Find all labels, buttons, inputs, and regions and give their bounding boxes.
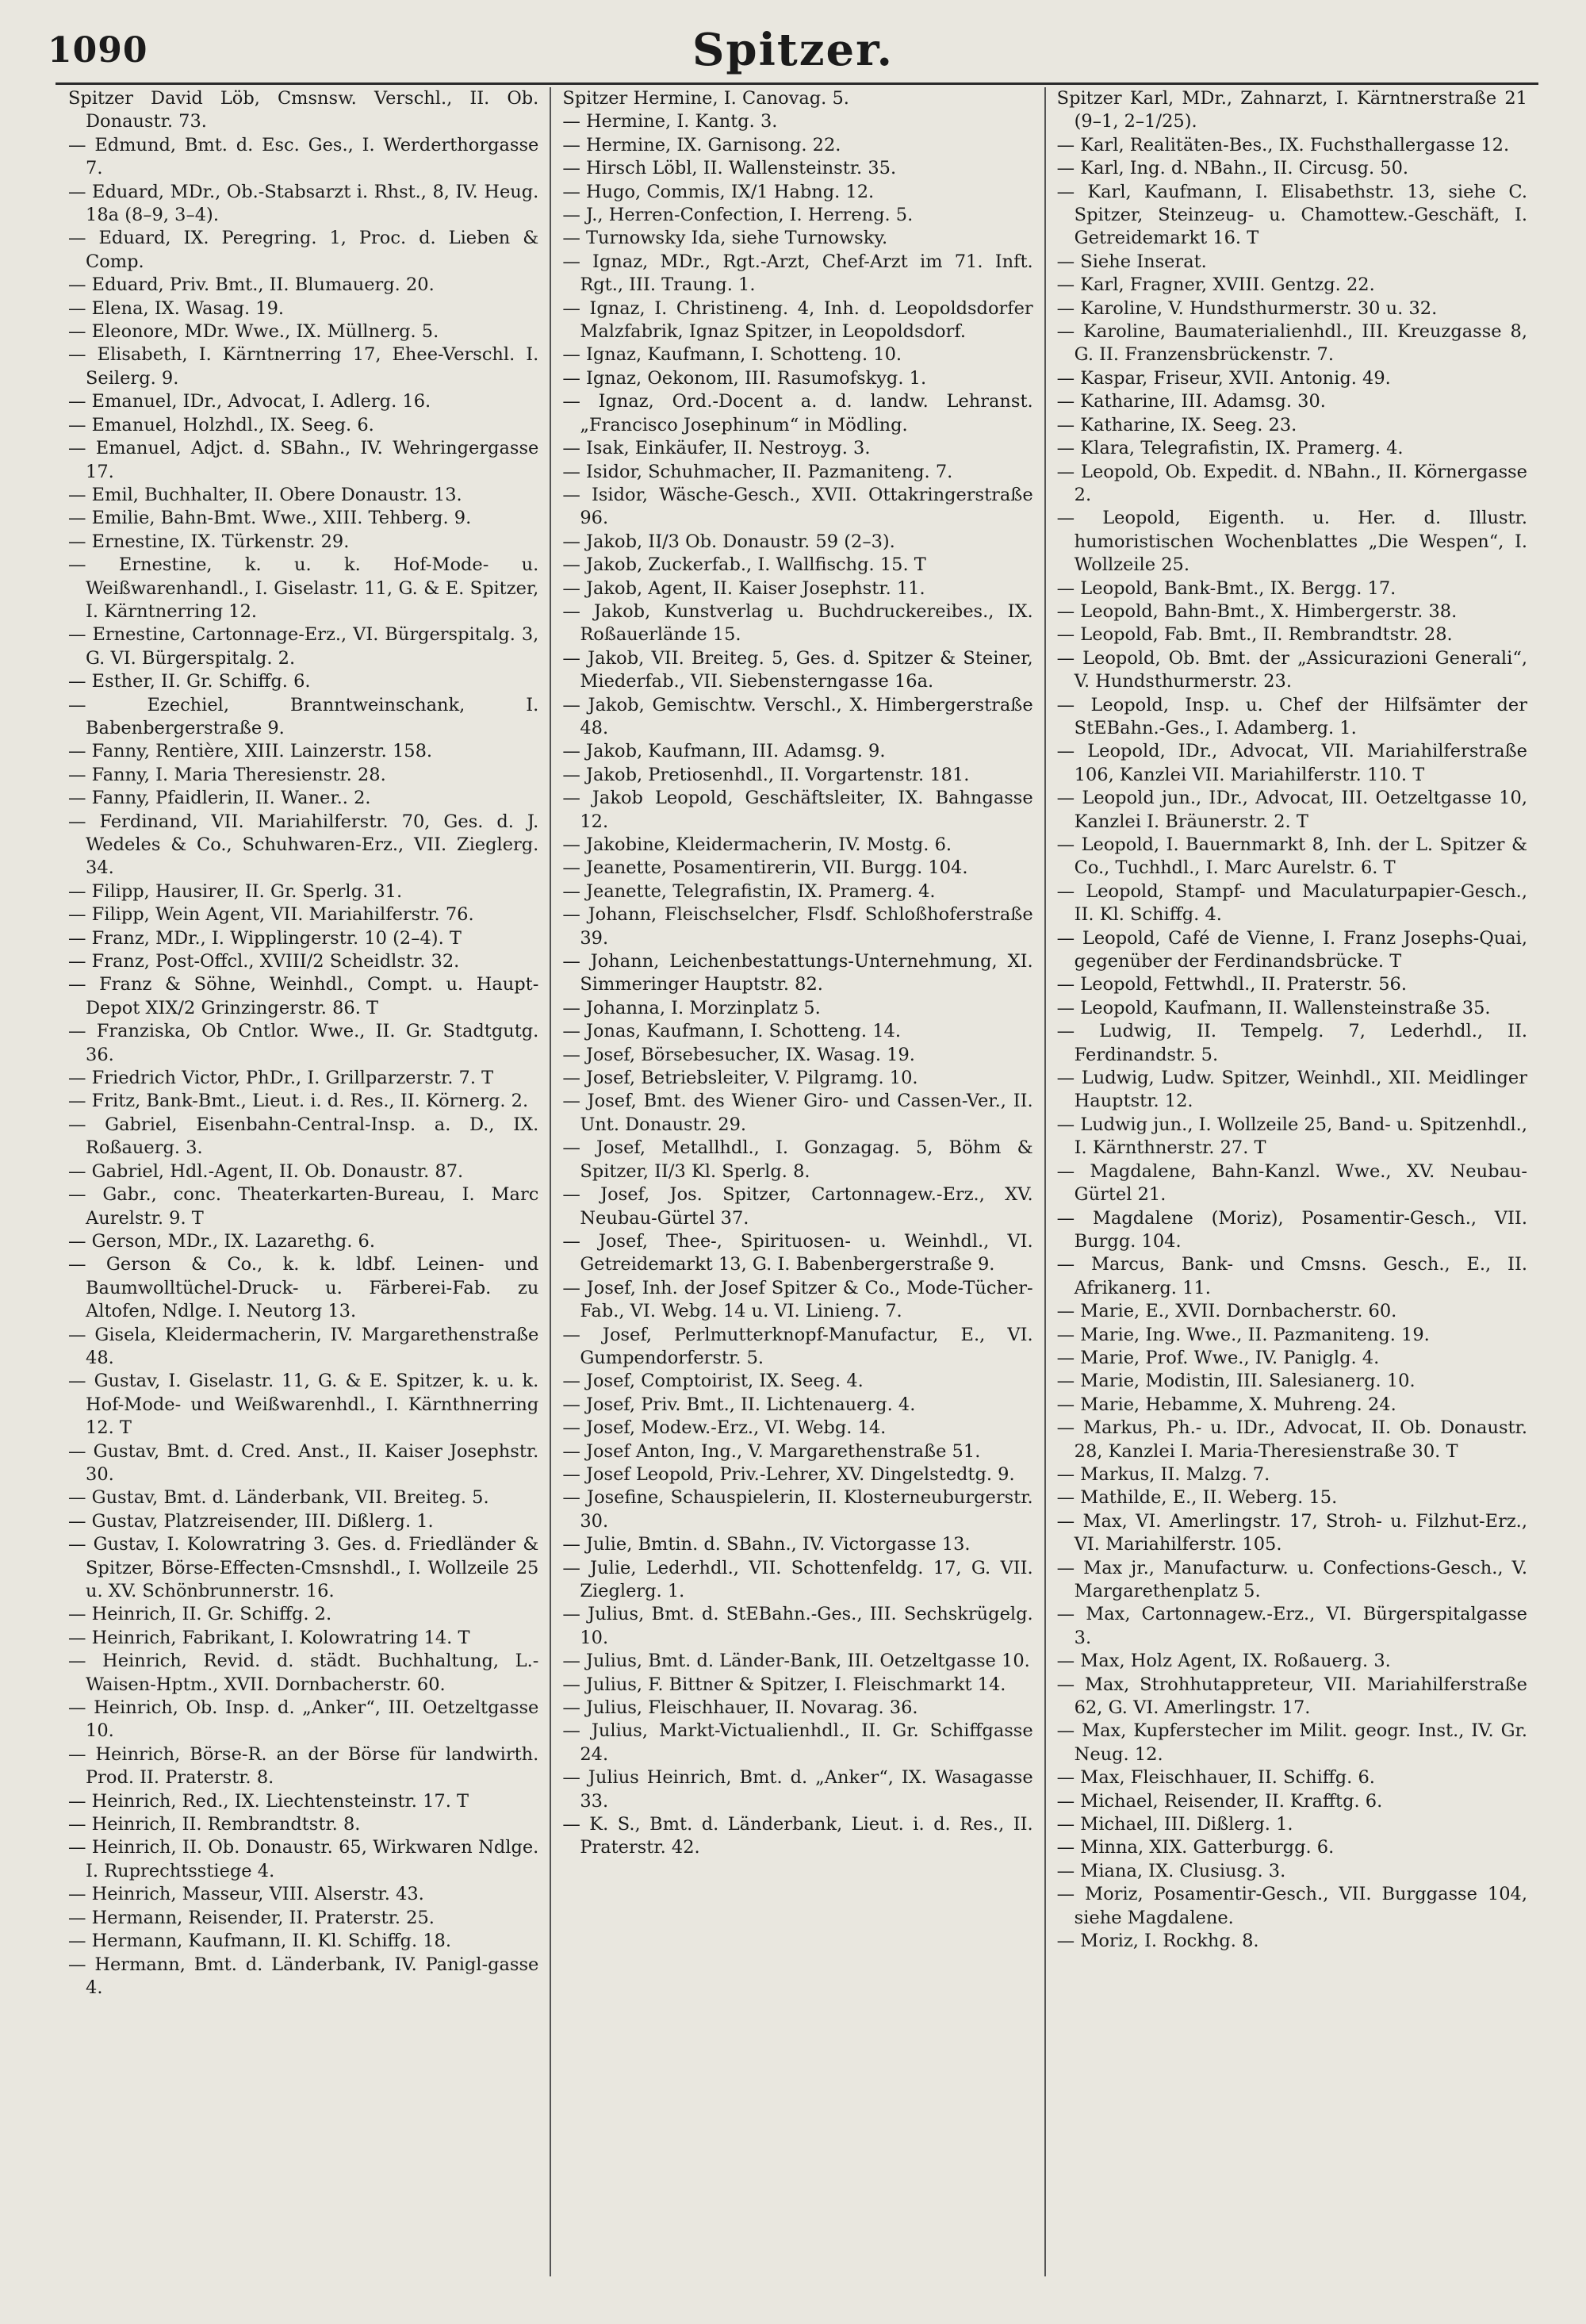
directory-entry: — Johanna, I. Morzinplatz 5. <box>562 997 821 1018</box>
directory-entry: — Josef, Inh. der Josef Spitzer & Co., Mode-Tücher-Fab., VI. Webg. 14 u. VI. Linieng. 7. <box>562 1277 1033 1322</box>
directory-entry: — Heinrich, Revid. d. städt. Buchhaltung, L.-Waisen-Hptm., XVII. Dornbacherstr. 60. <box>68 1651 539 1695</box>
directory-entry: — Moriz, Posamentir-Gesch., VII. Burggasse 104, siehe Magdalene. <box>1056 1884 1527 1928</box>
directory-entry: — Leopold, Bank-Bmt., IX. Bergg. 17. <box>1056 577 1396 599</box>
directory-entry: — Jakob Leopold, Geschäftsleiter, IX. Bahngasse 12. <box>562 788 1033 832</box>
directory-entry: — Gustav, Platzreisender, III. Dißlerg. 1. <box>68 1510 434 1532</box>
directory-entry: — Jonas, Kaufmann, I. Schotteng. 14. <box>562 1021 902 1042</box>
directory-entry: — Jakob, Kaufmann, III. Adamsg. 9. <box>562 741 886 762</box>
directory-entry: — Leopold, Stampf- und Maculaturpapier-Gesch., II. Kl. Schiffg. 4. <box>1056 880 1527 926</box>
directory-entry: — Jakob, VII. Breiteg. 5, Ges. d. Spitzer & Steiner, Miederfab., VII. Siebensterngasse 16a. <box>562 647 1033 692</box>
directory-entry: — Gustav, Bmt. d. Länderbank, VII. Breiteg. 5. <box>68 1487 489 1509</box>
directory-entry: — Leopold, Ob. Bmt. der „Assicurazioni Generali“, V. Hundsthurmerstr. 23. <box>1056 647 1527 692</box>
directory-entry: — Isidor, Schuhmacher, II. Pazmaniteng. 7. <box>562 461 953 482</box>
directory-entry: — Esther, II. Gr. Schiffg. 6. <box>68 671 311 692</box>
directory-entry: — Josef Anton, Ing., V. Margarethenstraße 51. <box>562 1440 981 1462</box>
directory-entry: — Isidor, Wäsche-Gesch., XVII. Ottakringerstraße 96. <box>562 484 1033 529</box>
directory-entry: — Julius, Markt-Victualienhdl., II. Gr. Schiffgasse 24. <box>562 1720 1033 1765</box>
directory-entry: — Gustav, I. Kolowratring 3. Ges. d. Friedländer & Spitzer, Börse-Effecten-Cmsnshdl., I. Wollzeile 25 u. XV. Schönbrunnerstr. 16. <box>68 1534 539 1601</box>
directory-entry: — Ignaz, Ord.-Docent a. d. landw. Lehranst. „Francisco Josephinum“ in Mödling. <box>562 391 1033 435</box>
directory-entry: — Gustav, I. Giselastr. 11, G. & E. Spitzer, k. u. k. Hof-Mode- und Weißwarenhdl., I. Kärnthnerring 12. T <box>68 1371 539 1439</box>
directory-entry: — Leopold, Ob. Expedit. d. NBahn., II. Körnergasse 2. <box>1056 461 1527 505</box>
directory-entry: — Marcus, Bank- und Cmsns. Gesch., E., II. Afrikanerg. 11. <box>1056 1254 1527 1298</box>
directory-entry: — Ernestine, k. u. k. Hof-Mode- u. Weißwarenhandl., I. Giselastr. 11, G. & E. Spitzer, I. Kärntnerring 12. <box>68 554 539 622</box>
directory-entry: — Max, Cartonnagew.-Erz., VI. Bürgerspitalgasse 3. <box>1056 1604 1527 1648</box>
directory-entry: — Karl, Kaufmann, I. Elisabethstr. 13, siehe C. Spitzer, Steinzeug- u. Chamottew.-Geschäft, I. Getreidemarkt 16. T <box>1056 181 1527 249</box>
directory-entry: Spitzer Hermine, I. Canovag. 5. <box>562 88 849 109</box>
directory-entry: — Ernestine, Cartonnage-Erz., VI. Bürgerspitalg. 3, G. VI. Bürgerspitalg. 2. <box>68 624 539 669</box>
directory-entry: — Marie, E., XVII. Dornbacherstr. 60. <box>1056 1301 1397 1322</box>
directory-entry: — Jeanette, Posamentirerin, VII. Burgg. 104. <box>562 857 968 879</box>
directory-entry: — Markus, Ph.- u. IDr., Advocat, II. Ob. Donaustr. 28, Kanzlei I. Maria-Theresienstraße 30. T <box>1056 1417 1527 1462</box>
directory-entry: — Katharine, IX. Seeg. 23. <box>1056 414 1297 435</box>
page-number: 1090 <box>48 29 148 71</box>
directory-entry: — Fanny, Pfaidlerin, II. Waner.. 2. <box>68 788 371 809</box>
directory-entry: — Fritz, Bank-Bmt., Lieut. i. d. Res., II. Körnerg. 2. <box>68 1091 529 1112</box>
directory-entry: — Leopold, Fettwhdl., II. Praterstr. 56. <box>1056 974 1408 995</box>
directory-entry: — Ernestine, IX. Türkenstr. 29. <box>68 531 350 552</box>
directory-entry: — Friedrich Victor, PhDr., I. Grillparzerstr. 7. T <box>68 1068 494 1089</box>
directory-entry: — Jakob, Gemischtw. Verschl., X. Himbergerstraße 48. <box>562 694 1033 738</box>
directory-entry: — Franz, MDr., I. Wipplingerstr. 10 (2–4). T <box>68 927 462 949</box>
directory-entry: — Jakob, II/3 Ob. Donaustr. 59 (2–3). <box>562 531 895 552</box>
directory-entry: — Julie, Lederhdl., VII. Schottenfeldg. 17, G. VII. Zieglerg. 1. <box>562 1557 1033 1601</box>
directory-entry: — Josef, Priv. Bmt., II. Lichtenauerg. 4. <box>562 1394 916 1415</box>
directory-entry: — Karl, Ing. d. NBahn., II. Circusg. 50. <box>1056 158 1409 179</box>
directory-entry: — Julie, Bmtin. d. SBahn., IV. Victorgasse 13. <box>562 1534 971 1555</box>
column-2 <box>551 87 1045 2276</box>
directory-entry: — Franz, Post-Offcl., XVIII/2 Scheidlstr. 32. <box>68 951 460 972</box>
directory-entry: — Jakob, Agent, II. Kaiser Josephstr. 11. <box>562 577 925 599</box>
directory-entry: Spitzer Karl, MDr., Zahnarzt, I. Kärntnerstraße 21 (9–1, 2–1/25). <box>1056 88 1527 132</box>
directory-entry: — Ferdinand, VII. Mariahilferstr. 70, Ges. d. J. Wedeles & Co., Schuhwaren-Erz., VII. Zieglerg. 34. <box>68 811 539 879</box>
directory-entry: — Eduard, MDr., Ob.-Stabsarzt i. Rhst., 8, IV. Heug. 18a (8–9, 3–4). <box>68 181 539 226</box>
running-head: Spitzer. <box>691 24 895 76</box>
directory-entry: — Julius, Fleischhauer, II. Novarag. 36. <box>562 1697 918 1719</box>
directory-entry: — Ignaz, MDr., Rgt.-Arzt, Chef-Arzt im 71. Inft. Rgt., III. Traung. 1. <box>562 251 1033 296</box>
directory-entry: — Gustav, Bmt. d. Cred. Anst., II. Kaiser Josephstr. 30. <box>68 1440 539 1485</box>
directory-entry: — Gabriel, Hdl.-Agent, II. Ob. Donaustr. 87. <box>68 1160 464 1182</box>
directory-entry: — Fanny, I. Maria Theresienstr. 28. <box>68 764 386 785</box>
directory-entry: — Karl, Realitäten-Bes., IX. Fuchsthallergasse 12. <box>1056 134 1510 155</box>
directory-entry: — Emanuel, Holzhdl., IX. Seeg. 6. <box>68 414 374 435</box>
directory-entry: — Josef, Betriebsleiter, V. Pilgramg. 10. <box>562 1068 918 1089</box>
directory-entry: — Michael, III. Dißlerg. 1. <box>1056 1814 1293 1835</box>
directory-entry: — Katharine, III. Adamsg. 30. <box>1056 391 1326 412</box>
directory-entry: — Emanuel, IDr., Advocat, I. Adlerg. 16. <box>68 391 431 412</box>
directory-entry: — Markus, II. Malzg. 7. <box>1056 1463 1270 1485</box>
column-1 <box>57 87 551 2276</box>
directory-entry: — Marie, Hebamme, X. Muhreng. 24. <box>1056 1394 1396 1415</box>
directory-entry: — Jakob, Kunstverlag u. Buchdruckereibes., IX. Roßauerlände 15. <box>562 600 1033 646</box>
directory-entry: — Hermine, I. Kantg. 3. <box>562 111 778 132</box>
directory-entry: — Josefine, Schauspielerin, II. Klosterneuburgerstr. 30. <box>562 1487 1033 1532</box>
directory-entry: — Emilie, Bahn-Bmt. Wwe., XIII. Tehberg. 9. <box>68 508 472 529</box>
directory-entry: — Max, Fleischhauer, II. Schiffg. 6. <box>1056 1767 1375 1789</box>
directory-entry: — Josef, Bmt. des Wiener Giro- und Cassen-Ver., II. Unt. Donaustr. 29. <box>562 1091 1033 1135</box>
directory-entry: — Ludwig, Ludw. Spitzer, Weinhdl., XII. Meidlinger Hauptstr. 12. <box>1056 1068 1527 1112</box>
directory-entry: — Leopold jun., IDr., Advocat, III. Oetzeltgasse 10, Kanzlei I. Bräunerstr. 2. T <box>1056 788 1527 832</box>
directory-entry: — Ezechiel, Branntweinschank, I. Babenbergerstraße 9. <box>68 694 539 738</box>
directory-entry: — Miana, IX. Clusiusg. 3. <box>1056 1860 1286 1881</box>
directory-entry: — Elena, IX. Wasag. 19. <box>68 297 285 319</box>
directory-entry: — Eduard, IX. Peregring. 1, Proc. d. Lieben & Comp. <box>68 228 539 272</box>
directory-entry: — Turnowsky Ida, siehe Turnowsky. <box>562 228 888 249</box>
directory-entry: — Heinrich, Fabrikant, I. Kolowratring 14. T <box>68 1627 470 1648</box>
directory-entry: — Leopold, Bahn-Bmt., X. Himbergerstr. 38. <box>1056 600 1458 622</box>
directory-entry: — Julius Heinrich, Bmt. d. „Anker“, IX. Wasagasse 33. <box>562 1767 1033 1812</box>
directory-entry: — Heinrich, Masseur, VIII. Alserstr. 43. <box>68 1884 424 1905</box>
directory-entry: — Hermann, Reisender, II. Praterstr. 25. <box>68 1907 435 1928</box>
directory-entry: — Josef, Metallhdl., I. Gonzagag. 5, Böhm & Spitzer, II/3 Kl. Sperlg. 8. <box>562 1137 1033 1182</box>
directory-entry: — Eleonore, MDr. Wwe., IX. Müllnerg. 5. <box>68 321 439 343</box>
directory-entry: — Julius, F. Bittner & Spitzer, I. Fleischmarkt 14. <box>562 1674 1006 1695</box>
directory-entry: — Julius, Bmt. d. Länder-Bank, III. Oetzeltgasse 10. <box>562 1651 1030 1672</box>
directory-entry: — Karoline, V. Hundsthurmerstr. 30 u. 32. <box>1056 297 1438 319</box>
directory-entry: — Heinrich, Börse-R. an der Börse für landwirth. Prod. II. Praterstr. 8. <box>68 1743 539 1789</box>
directory-entry: — Hugo, Commis, IX/1 Habng. 12. <box>562 181 875 202</box>
directory-entry: — Leopold, Café de Vienne, I. Franz Josephs-Quai, gegenüber der Ferdinandsbrücke. T <box>1056 927 1527 972</box>
directory-entry: — Moriz, I. Rockhg. 8. <box>1056 1931 1259 1952</box>
directory-entry: — Hermine, IX. Garnisong. 22. <box>562 134 841 155</box>
page-header <box>48 22 1538 78</box>
directory-entry: — Marie, Prof. Wwe., IV. Paniglg. 4. <box>1056 1347 1380 1368</box>
directory-entry: — Karoline, Baumaterialienhdl., III. Kreuzgasse 8, G. II. Franzensbrückenstr. 7. <box>1056 321 1527 366</box>
directory-entry: — Ludwig, II. Tempelg. 7, Lederhdl., II. Ferdinandstr. 5. <box>1056 1021 1527 1065</box>
directory-entry: — Max jr., Manufacturw. u. Confections-Gesch., V. Margarethenplatz 5. <box>1056 1557 1527 1601</box>
directory-entry: — Hermann, Bmt. d. Länderbank, IV. Panigl-gasse 4. <box>68 1954 539 1998</box>
directory-entry: — Johann, Leichenbestattungs-Unternehmung, XI. Simmeringer Hauptstr. 82. <box>562 951 1033 995</box>
directory-entry: — Ludwig jun., I. Wollzeile 25, Band- u. Spitzenhdl., I. Kärnthnerstr. 27. T <box>1056 1114 1527 1159</box>
directory-entry: — Edmund, Bmt. d. Esc. Ges., I. Werderthorgasse 7. <box>68 134 539 179</box>
directory-entry: — Eduard, Priv. Bmt., II. Blumauerg. 20. <box>68 274 435 296</box>
directory-entry: — Gisela, Kleidermacherin, IV. Margarethenstraße 48. <box>68 1324 539 1368</box>
directory-entry: — Gerson, MDr., IX. Lazarethg. 6. <box>68 1230 376 1252</box>
directory-entry: — Minna, XIX. Gatterburgg. 6. <box>1056 1837 1335 1858</box>
directory-entry: — Heinrich, Red., IX. Liechtensteinstr. 17. T <box>68 1790 469 1812</box>
directory-entry: — Leopold, Insp. u. Chef der Hilfsämter der StEBahn.-Ges., I. Adamberg. 1. <box>1056 694 1527 738</box>
directory-entry: — Leopold, Fab. Bmt., II. Rembrandtstr. 28. <box>1056 624 1453 646</box>
directory-entry: — Jakob, Pretiosenhdl., II. Vorgartenstr. 181. <box>562 764 970 785</box>
directory-entry: — Josef, Börsebesucher, IX. Wasag. 19. <box>562 1044 915 1065</box>
directory-entry: — Josef, Modew.-Erz., VI. Webg. 14. <box>562 1417 887 1439</box>
directory-entry: — Josef, Perlmutterknopf-Manufactur, E., VI. Gumpendorferstr. 5. <box>562 1324 1033 1368</box>
directory-entry: — Mathilde, E., II. Weberg. 15. <box>1056 1487 1338 1509</box>
directory-entry: — Emil, Buchhalter, II. Obere Donaustr. 13. <box>68 484 462 505</box>
directory-entry: — Isak, Einkäufer, II. Nestroyg. 3. <box>562 438 871 459</box>
directory-entry: — J., Herren-Confection, I. Herreng. 5. <box>562 205 914 226</box>
directory-entry: — Michael, Reisender, II. Krafftg. 6. <box>1056 1790 1383 1812</box>
directory-entry: — Karl, Fragner, XVIII. Gentzg. 22. <box>1056 274 1375 296</box>
directory-entry: — Jakobine, Kleidermacherin, IV. Mostg. 6. <box>562 834 952 855</box>
directory-entry: — Siehe Inserat. <box>1056 251 1207 272</box>
directory-entry: — Magdalene, Bahn-Kanzl. Wwe., XV. Neubau-Gürtel 21. <box>1056 1160 1527 1206</box>
directory-entry: — Filipp, Wein Agent, VII. Mariahilferstr. 76. <box>68 904 474 926</box>
directory-entry: — Emanuel, Adjct. d. SBahn., IV. Wehringergasse 17. <box>68 438 539 482</box>
directory-entry: — Jeanette, Telegrafistin, IX. Pramerg. 4. <box>562 880 936 902</box>
directory-entry: — K. S., Bmt. d. Länderbank, Lieut. i. d. Res., II. Praterstr. 42. <box>562 1814 1033 1858</box>
directory-entry: — Heinrich, II. Gr. Schiffg. 2. <box>68 1604 332 1625</box>
directory-entry: — Josef Leopold, Priv.-Lehrer, XV. Dingelstedtg. 9. <box>562 1463 1015 1485</box>
directory-entry: — Franz & Söhne, Weinhdl., Compt. u. Haupt-Depot XIX/2 Grinzingerstr. 86. T <box>68 974 539 1018</box>
directory-entry: — Jakob, Zuckerfab., I. Wallfischg. 15. T <box>562 554 926 576</box>
directory-entry: — Josef, Thee-, Spirituosen- u. Weinhdl., VI. Getreidemarkt 13, G. I. Babenbergerstraße 9. <box>562 1230 1033 1275</box>
directory-entry: — Max, VI. Amerlingstr. 17, Stroh- u. Filzhut-Erz., VI. Mariahilferstr. 105. <box>1056 1510 1527 1555</box>
directory-entry: — Leopold, Kaufmann, II. Wallensteinstraße 35. <box>1056 997 1491 1018</box>
directory-entry: — Gabr., conc. Theaterkarten-Bureau, I. Marc Aurelstr. 9. T <box>68 1184 539 1229</box>
directory-entry: — Klara, Telegrafistin, IX. Pramerg. 4. <box>1056 438 1404 459</box>
directory-entry: — Josef, Jos. Spitzer, Cartonnagew.-Erz., XV. Neubau-Gürtel 37. <box>562 1184 1033 1229</box>
directory-entry: — Gerson & Co., k. k. ldbf. Leinen- und Baumwolltüchel-Druck- u. Färberei-Fab. zu Altofen, Ndlge. I. Neutorg 13. <box>68 1254 539 1322</box>
directory-entry: — Hermann, Kaufmann, II. Kl. Schiffg. 18. <box>68 1931 452 1952</box>
column-3 <box>1046 87 1538 2276</box>
directory-entry: — Max, Kupferstecher im Milit. geogr. Inst., IV. Gr. Neug. 12. <box>1056 1720 1527 1765</box>
directory-entry: — Max, Strohhutappreteur, VII. Mariahilferstraße 62, G. VI. Amerlingstr. 17. <box>1056 1674 1527 1719</box>
directory-entry: — Hirsch Löbl, II. Wallensteinstr. 35. <box>562 158 897 179</box>
directory-entry: — Leopold, Eigenth. u. Her. d. Illustr. humoristischen Wochenblattes „Die Wespen“, I. Wollzeile 25. <box>1056 508 1527 576</box>
directory-entry: — Johann, Fleischselcher, Flsdf. Schloßhoferstraße 39. <box>562 904 1033 949</box>
entry-columns <box>57 87 1538 2276</box>
directory-entry: — Max, Holz Agent, IX. Roßauerg. 3. <box>1056 1651 1391 1672</box>
header-rule <box>56 82 1538 85</box>
directory-entry: — Filipp, Hausirer, II. Gr. Sperlg. 31. <box>68 880 403 902</box>
directory-entry: — Kaspar, Friseur, XVII. Antonig. 49. <box>1056 367 1391 389</box>
directory-entry: — Franziska, Ob Cntlor. Wwe., II. Gr. Stadtgutg. 36. <box>68 1021 539 1065</box>
directory-entry: — Heinrich, Ob. Insp. d. „Anker“, III. Oetzeltgasse 10. <box>68 1697 539 1742</box>
directory-entry: — Heinrich, II. Rembrandtstr. 8. <box>68 1814 361 1835</box>
directory-entry: — Leopold, I. Bauernmarkt 8, Inh. der L. Spitzer & Co., Tuchhdl., I. Marc Aurelstr. 6. T <box>1056 834 1527 879</box>
directory-entry: — Ignaz, Oekonom, III. Rasumofskyg. 1. <box>562 367 927 389</box>
directory-entry: — Leopold, IDr., Advocat, VII. Mariahilferstraße 106, Kanzlei VII. Mariahilferstr. 110. T <box>1056 741 1527 785</box>
directory-entry: — Marie, Modistin, III. Salesianerg. 10. <box>1056 1371 1416 1392</box>
directory-entry: Spitzer David Löb, Cmsnsw. Verschl., II. Ob. Donaustr. 73. <box>68 88 539 132</box>
directory-entry: — Gabriel, Eisenbahn-Central-Insp. a. D., IX. Roßauerg. 3. <box>68 1114 539 1159</box>
directory-entry: — Fanny, Rentière, XIII. Lainzerstr. 158. <box>68 741 433 762</box>
directory-entry: — Julius, Bmt. d. StEBahn.-Ges., III. Sechskrügelg. 10. <box>562 1604 1033 1648</box>
directory-entry: — Marie, Ing. Wwe., II. Pazmaniteng. 19. <box>1056 1324 1430 1345</box>
directory-entry: — Magdalene (Moriz), Posamentir-Gesch., VII. Burgg. 104. <box>1056 1207 1527 1252</box>
directory-entry: — Elisabeth, I. Kärntnerring 17, Ehee-Verschl. I. Seilerg. 9. <box>68 344 539 389</box>
directory-entry: — Ignaz, Kaufmann, I. Schotteng. 10. <box>562 344 902 366</box>
directory-entry: — Ignaz, I. Christineng. 4, Inh. d. Leopoldsdorfer Malzfabrik, Ignaz Spitzer, in Leopoldsdorf. <box>562 297 1033 343</box>
directory-entry: — Heinrich, II. Ob. Donaustr. 65, Wirkwaren Ndlge. I. Ruprechtsstiege 4. <box>68 1837 539 1881</box>
directory-entry: — Josef, Comptoirist, IX. Seeg. 4. <box>562 1371 864 1392</box>
